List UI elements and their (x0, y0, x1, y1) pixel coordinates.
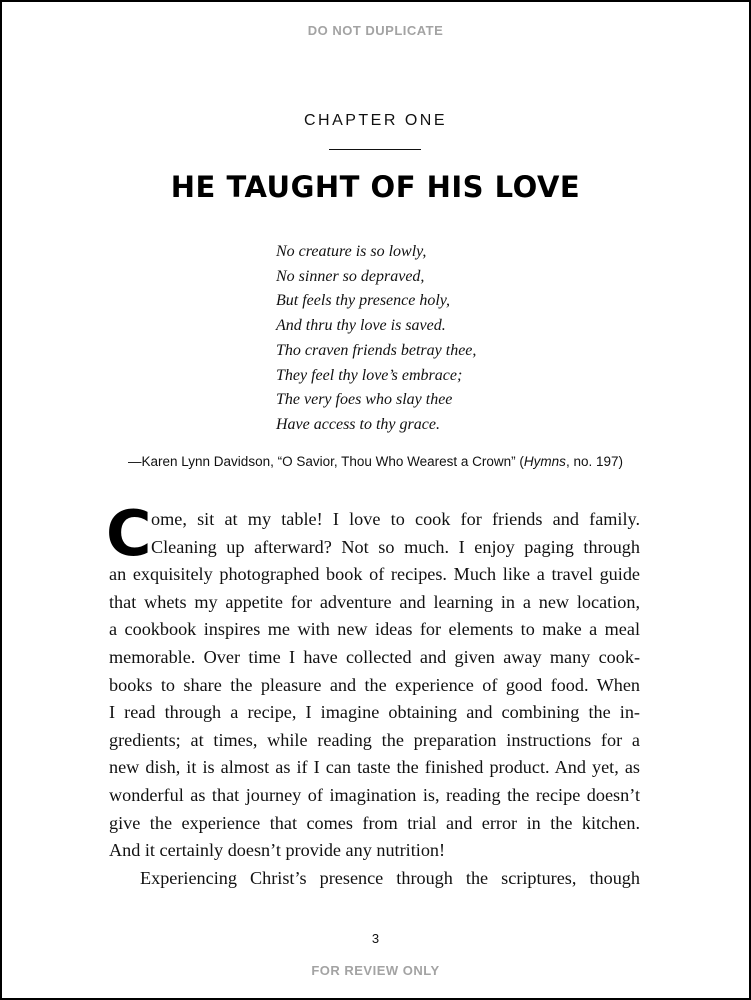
poem-line: But feels thy presence holy, (276, 292, 451, 310)
body-line: give the experience that comes from trial and error in the kitchen. (109, 812, 640, 833)
body-line: gredients; at times, while reading the preparation instructions for a (109, 729, 640, 750)
body-line: an exquisitely photographed book of recipes. Much like a travel guide (109, 564, 640, 585)
watermark-top: DO NOT DUPLICATE (307, 23, 444, 38)
watermark-bottom: FOR REVIEW ONLY (311, 963, 440, 978)
epigraph-poem (276, 240, 476, 438)
epigraph-attribution (2, 454, 749, 469)
body-text (106, 497, 640, 892)
chapter-title: HE TAUGHT OF HIS LOVE (170, 170, 581, 204)
poem-line: Tho craven friends betray thee, (276, 341, 477, 359)
chapter-label: CHAPTER ONE (303, 112, 448, 129)
poem-line: They feel thy love’s embrace; (276, 366, 463, 384)
page-number: 3 (371, 931, 380, 946)
attribution-text: —Karen Lynn Davidson, “O Savior, Thou Who Wearest a Crown” ( (128, 454, 524, 469)
attribution-source: Hymns (523, 454, 566, 469)
body-line: And it certainly doesn’t provide any nutrition! (109, 840, 446, 861)
body-line: a cookbook inspires me with new ideas for elements to make a meal (109, 619, 640, 640)
poem-line: No sinner so depraved, (276, 267, 425, 285)
poem-line: The very foes who slay thee (276, 391, 453, 409)
poem-line: Have access to thy grace. (276, 415, 440, 433)
body-line: wonderful as that journey of imagination is, reading the recipe doesn’t (109, 784, 640, 805)
body-line: that whets my appetite for adventure and learning in a new location, (109, 591, 640, 612)
drop-cap: C (106, 497, 152, 570)
chapter-divider (329, 149, 421, 150)
poem-line: No creature is so lowly, (276, 243, 427, 260)
attribution-suffix: , no. 197) (565, 454, 623, 469)
poem-line: And thru thy love is saved. (276, 317, 446, 335)
body-line: I read through a recipe, I imagine obtaining and combining the in- (109, 702, 640, 723)
body-line: Experiencing Christ’s presence through the scriptures, though (140, 867, 640, 888)
body-line: memorable. Over time I have collected and given away many cook- (109, 646, 640, 667)
body-line: Cleaning up afterward? Not so much. I enjoy paging through (151, 536, 640, 557)
body-line: books to share the pleasure and the experience of good food. When (109, 674, 640, 695)
body-line: new dish, it is almost as if I can taste the finished product. And yet, as (109, 757, 640, 778)
body-line: ome, sit at my table! I love to cook for friends and family. (151, 509, 640, 529)
